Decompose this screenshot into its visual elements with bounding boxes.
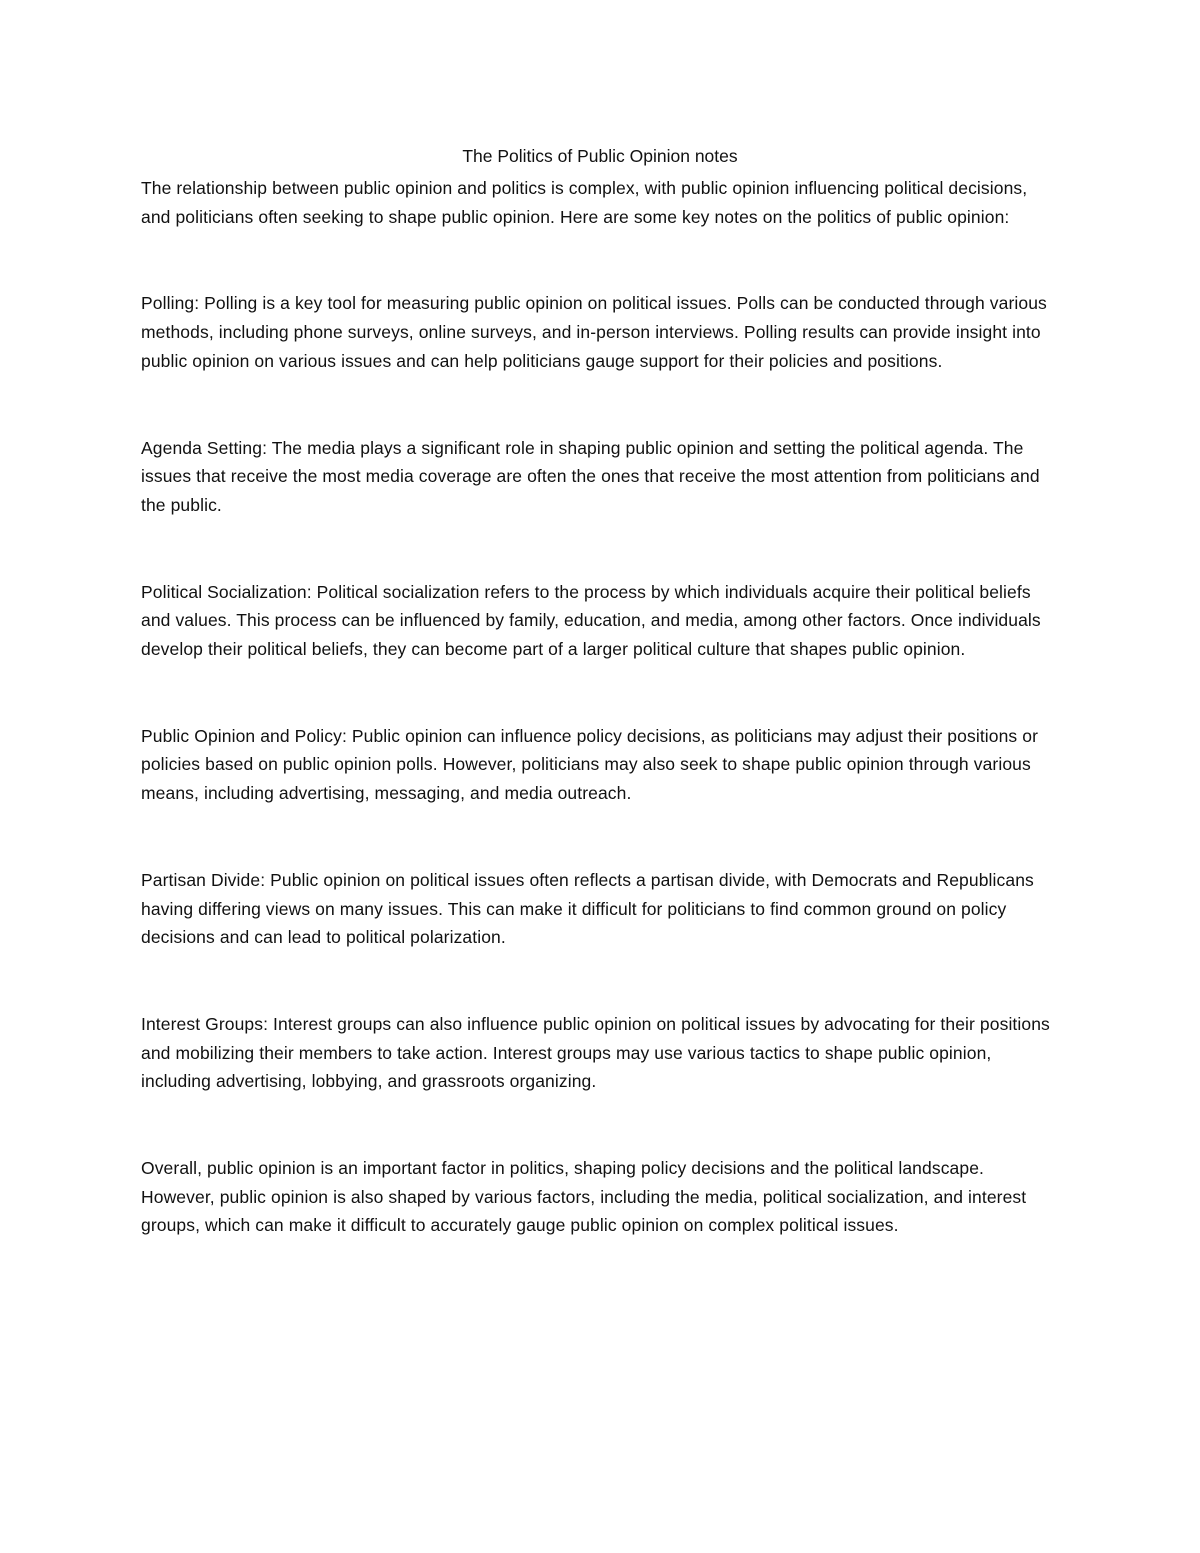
public-opinion-and-policy-paragraph: Public Opinion and Policy: Public opinion can influence policy decisions, as politicians may adjust their positions or policies based on public opinion polls. However, politicians may also seek to shape public opinion through various means, including advertising, messaging, and media outreach. bbox=[141, 725, 1039, 804]
polling-paragraph: Polling: Polling is a key tool for measuring public opinion on political issues. Polls can be conducted through various methods, including phone surveys, online surveys, and in-person interviews. Polling results can provide insight into public opinion on various issues and can help politicians gauge support for their policies and positions. bbox=[141, 293, 1047, 371]
overall-paragraph: Overall, public opinion is an important factor in politics, shaping policy decisions and the political landscape. However, public opinion is also shaped by various factors, including the media, political socialization, and interest groups, which can make it difficult to accurately gauge public opinion on complex political issues. bbox=[141, 1158, 1027, 1236]
document-title: The Politics of Public Opinion notes bbox=[462, 146, 738, 166]
political-socialization-paragraph: Political Socialization: Political socialization refers to the process by which individuals acquire their political beliefs and values. This process can be influenced by family, education, and media, among other factors. Once individuals develop their political beliefs, they can become part of a larger political culture that shapes public opinion. bbox=[141, 581, 1041, 660]
agenda-setting-paragraph: Agenda Setting: The media plays a significant role in shaping public opinion and setting the political agenda. The issues that receive the most media coverage are often the ones that receive the most attention from politicians and the public. bbox=[141, 437, 1040, 515]
partisan-divide-paragraph: Partisan Divide: Public opinion on political issues often reflects a partisan divide, with Democrats and Republicans having differing views on many issues. This can make it difficult for politicians to find common ground on policy decisions and can lead to political polarization. bbox=[141, 869, 1034, 948]
document-body bbox=[141, 142, 1059, 1240]
intro-paragraph: The relationship between public opinion and politics is complex, with public opinion influencing political decisions, and politicians often seeking to shape public opinion. Here are some key notes on the politics of public opinion: bbox=[141, 178, 1028, 227]
interest-groups-paragraph: Interest Groups: Interest groups can also influence public opinion on political issues by advocating for their positions and mobilizing their members to take action. Interest groups may use various tactics to shape public opinion, including advertising, lobbying, and grassroots organizing. bbox=[141, 1013, 1050, 1092]
